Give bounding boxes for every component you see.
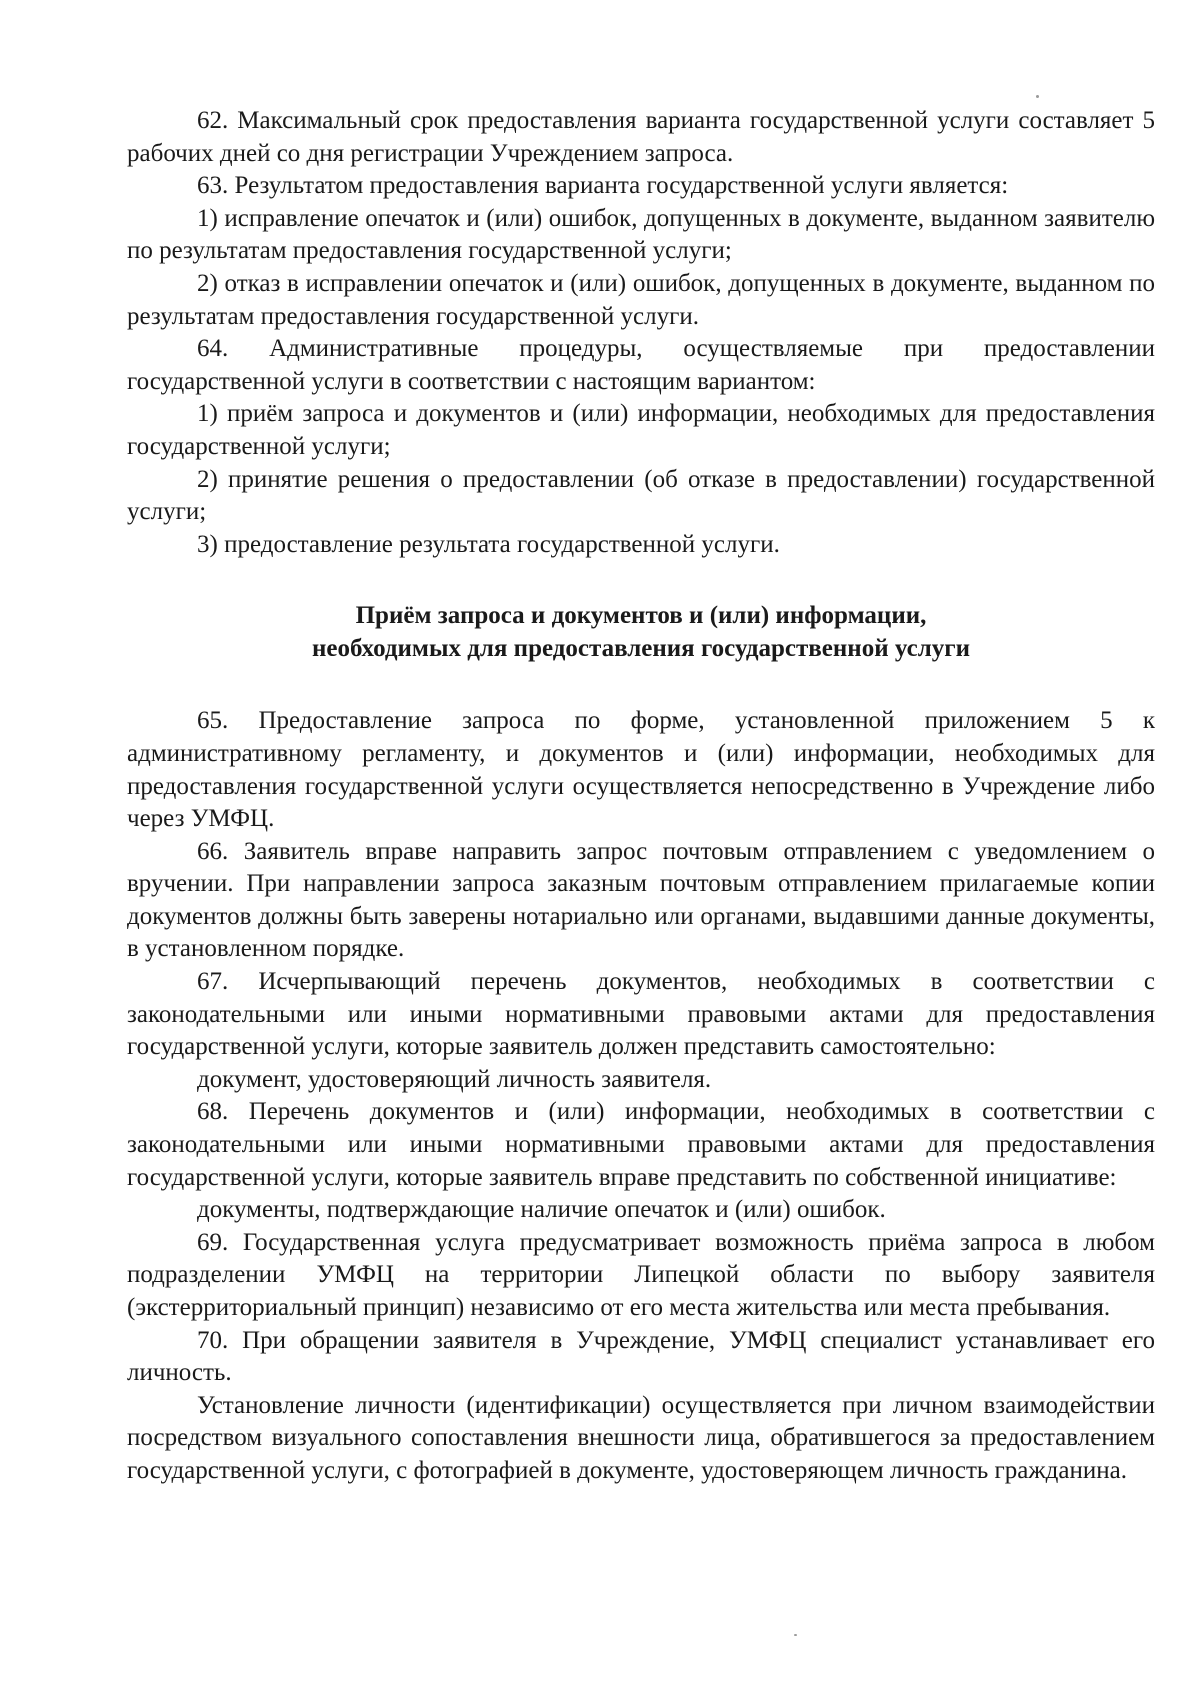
list-item-64-1: 1) приём запроса и документов и (или) информации, необходимых для предоставления государственной услуги; xyxy=(127,400,1155,460)
paragraph-64: 64. Административные процедуры, осуществляемые при предоставлении государственной услуги в соответствии с настоящим вариантом: xyxy=(127,335,1155,395)
scan-speck xyxy=(794,1634,797,1636)
paragraph-68: 68. Перечень документов и (или) информации, необходимых в соответствии с законодательными или иными нормативными правовыми актами для предоставления государственной услуги, которые заявитель вправе представить по собственной инициативе: xyxy=(127,1098,1155,1191)
paragraph-70: 70. При обращении заявителя в Учреждение, УМФЦ специалист устанавливает его личность. xyxy=(127,1326,1155,1387)
document-body xyxy=(127,105,1155,1488)
paragraph-65: 65. Предоставление запроса по форме, установленной приложением 5 к административному регламенту, и документов и (или) информации, необходимых для предоставления государственной услуги осуществляется непосредственно в Учреждение либо через УМФЦ. xyxy=(127,707,1155,833)
list-item-67-1: документ, удостоверяющий личность заявителя. xyxy=(197,1065,712,1093)
paragraph-63: 63. Результатом предоставления варианта государственной услуги является: xyxy=(197,172,1009,200)
paragraph-62: 62. Максимальный срок предоставления варианта государственной услуги составляет 5 рабочих дней со дня регистрации Учреждением запроса. xyxy=(127,107,1155,167)
paragraph-66: 66. Заявитель вправе направить запрос почтовым отправлением с уведомлением о вручении. При направлении запроса заказным почтовым отправлением прилагаемые копии документов должны быть заверены нотариально или органами, выдавшими данные документы, в установленном порядке. xyxy=(127,837,1155,963)
scan-speck xyxy=(1036,95,1039,98)
section-heading-line-1: Приём запроса и документов и (или) информации, xyxy=(355,602,927,630)
list-item-64-3: 3) предоставление результата государственной услуги. xyxy=(197,530,780,558)
paragraph-67: 67. Исчерпывающий перечень документов, необходимых в соответствии с законодательными или иными нормативными правовыми актами для предоставления государственной услуги, которые заявитель должен представить самостоятельно: xyxy=(127,968,1155,1061)
section-heading-line-2: необходимых для предоставления государственной услуги xyxy=(312,635,970,663)
paragraph-70-continuation: Установление личности (идентификации) осуществляется при личном взаимодействии посредством визуального сопоставления внешности лица, обратившегося за предоставлением государственной услуги, с фотографией в документе, удостоверяющем личность гражданина. xyxy=(127,1391,1155,1484)
paragraph-69: 69. Государственная услуга предусматривает возможность приёма запроса в любом подразделении УМФЦ на территории Липецкой области по выбору заявителя (экстерриториальный принцип) независимо от его места жительства или места пребывания. xyxy=(127,1228,1155,1321)
list-item-63-2: 2) отказ в исправлении опечаток и (или) ошибок, допущенных в документе, выданном по результатам предоставления государственной услуги. xyxy=(127,269,1155,330)
list-item-63-1: 1) исправление опечаток и (или) ошибок, допущенных в документе, выданном заявителю по результатам предоставления государственной услуги; xyxy=(127,204,1155,265)
section-heading xyxy=(127,599,1155,665)
list-item-64-2: 2) принятие решения о предоставлении (об отказе в предоставлении) государственной услуги; xyxy=(127,465,1155,526)
list-item-68-1: документы, подтверждающие наличие опечаток и (или) ошибок. xyxy=(197,1196,886,1224)
